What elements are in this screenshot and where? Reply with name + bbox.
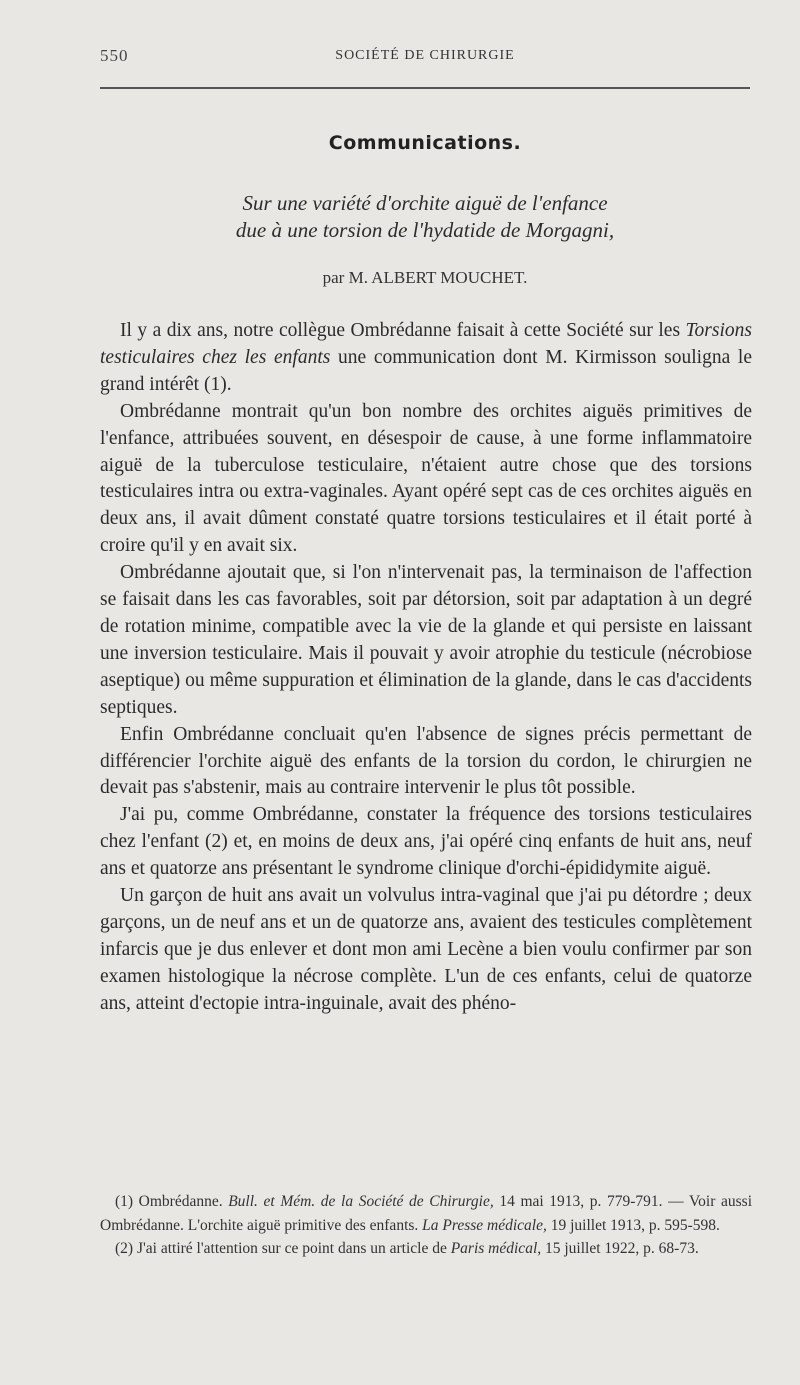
- footnote-1-text-c: 14 mai 1913, p. 779-791. — Voir aussi Ombrédanne. L'orchite aiguë primitive des enfants.: [100, 1193, 752, 1234]
- paragraph-2: Ombrédanne montrait qu'un bon nombre des orchites aiguës primitives de l'enfance, attribuées souvent, en désespoir de cause, à une forme inflammatoire aiguë de la tuberculose testiculaire, n'étaient autre chose que des torsions testiculaires intra ou extra-vaginales. Ayant opéré sept cas de ces orchites aiguës en deux ans, il avait dûment constaté quatre torsions testiculaires et il était porté à croire qu'il y en avait six.: [100, 400, 752, 557]
- paragraph-1-text-c: une communication dont M. Kirmisson souligna le grand intérêt (1).: [100, 346, 752, 395]
- paragraph-4: Enfin Ombrédanne concluait qu'en l'absence de signes précis permettant de différencier l'orchite aiguë des enfants de la torsion du cordon, le chirurgien ne devait pas s'abstenir, mais au contraire intervenir le plus tôt possible.: [100, 723, 752, 799]
- footnote-2-journal: Paris médical,: [450, 1240, 542, 1257]
- section-heading: Communications.: [328, 132, 522, 154]
- article-title: [100, 190, 750, 244]
- footnote-1-journal-2: La Presse médicale,: [422, 1216, 547, 1234]
- footnote-1: [100, 1190, 752, 1237]
- paragraph-6: Un garçon de huit ans avait un volvulus intra-vaginal que j'ai pu détordre ; deux garçons, un de neuf ans et un de quatorze ans, avaient des testicules complètement infarcis que je dus enlever et dont mon ami Lecène a bien voulu confirmer par son examen histologique la nécrose complète. L'un de ces enfants, celui de quatorze ans, atteint d'ectopie intra-inguinale, avait des phéno-: [100, 885, 752, 1014]
- paragraph-3: Ombrédanne ajoutait que, si l'on n'intervenait pas, la terminaison de l'affection se faisait dans les cas favorables, soit par détorsion, soit par adaptation à un degré de rotation minime, compatible avec la vie de la glande et qui persiste en laissant une inversion testiculaire. Mais il pouvait y avoir atrophie du testicule (nécrobiose aseptique) ou même suppuration et élimination de la glande, dans le cas d'accidents septiques.: [100, 562, 752, 718]
- page-number: 550: [100, 46, 129, 65]
- article-body: [100, 318, 752, 1018]
- running-title: SOCIÉTÉ DE CHIRURGIE: [335, 48, 515, 63]
- paragraph-1: [100, 318, 752, 399]
- footnote-1-journal: Bull. et Mém. de la Société de Chirurgie,: [228, 1193, 494, 1210]
- footnote-1-text-a: (1) Ombrédanne.: [115, 1193, 229, 1210]
- footnote-2-text-c: 15 juillet 1922, p. 68-73.: [541, 1240, 699, 1257]
- paragraph-1-text-a: Il y a dix ans, notre collègue Ombrédanne faisait à cette Société sur les: [120, 320, 686, 341]
- page-header: [100, 46, 750, 70]
- article-byline: par M. ALBERT MOUCHET.: [322, 268, 528, 287]
- article-title-line-2: due à une torsion de l'hydatide de Morgagni,: [235, 218, 615, 242]
- footnote-2: [100, 1237, 752, 1261]
- footnote-1-text-e: 19 juillet 1913, p. 595-598.: [546, 1216, 720, 1234]
- footnotes: [100, 1190, 752, 1261]
- header-divider: [100, 87, 750, 89]
- footnote-2-text-a: (2) J'ai attiré l'attention sur ce point dans un article de: [115, 1240, 451, 1257]
- article-title-line-1: Sur une variété d'orchite aiguë de l'enfance: [242, 191, 608, 215]
- paragraph-5: J'ai pu, comme Ombrédanne, constater la fréquence des torsions testiculaires chez l'enfant (2) et, en moins de deux ans, j'ai opéré cinq enfants de huit ans, neuf ans et quatorze ans présentant le syndrome clinique d'orchi-épididymite aiguë.: [100, 804, 752, 880]
- paragraph-1-italic-title: Torsions testiculaires chez les enfants: [100, 320, 752, 368]
